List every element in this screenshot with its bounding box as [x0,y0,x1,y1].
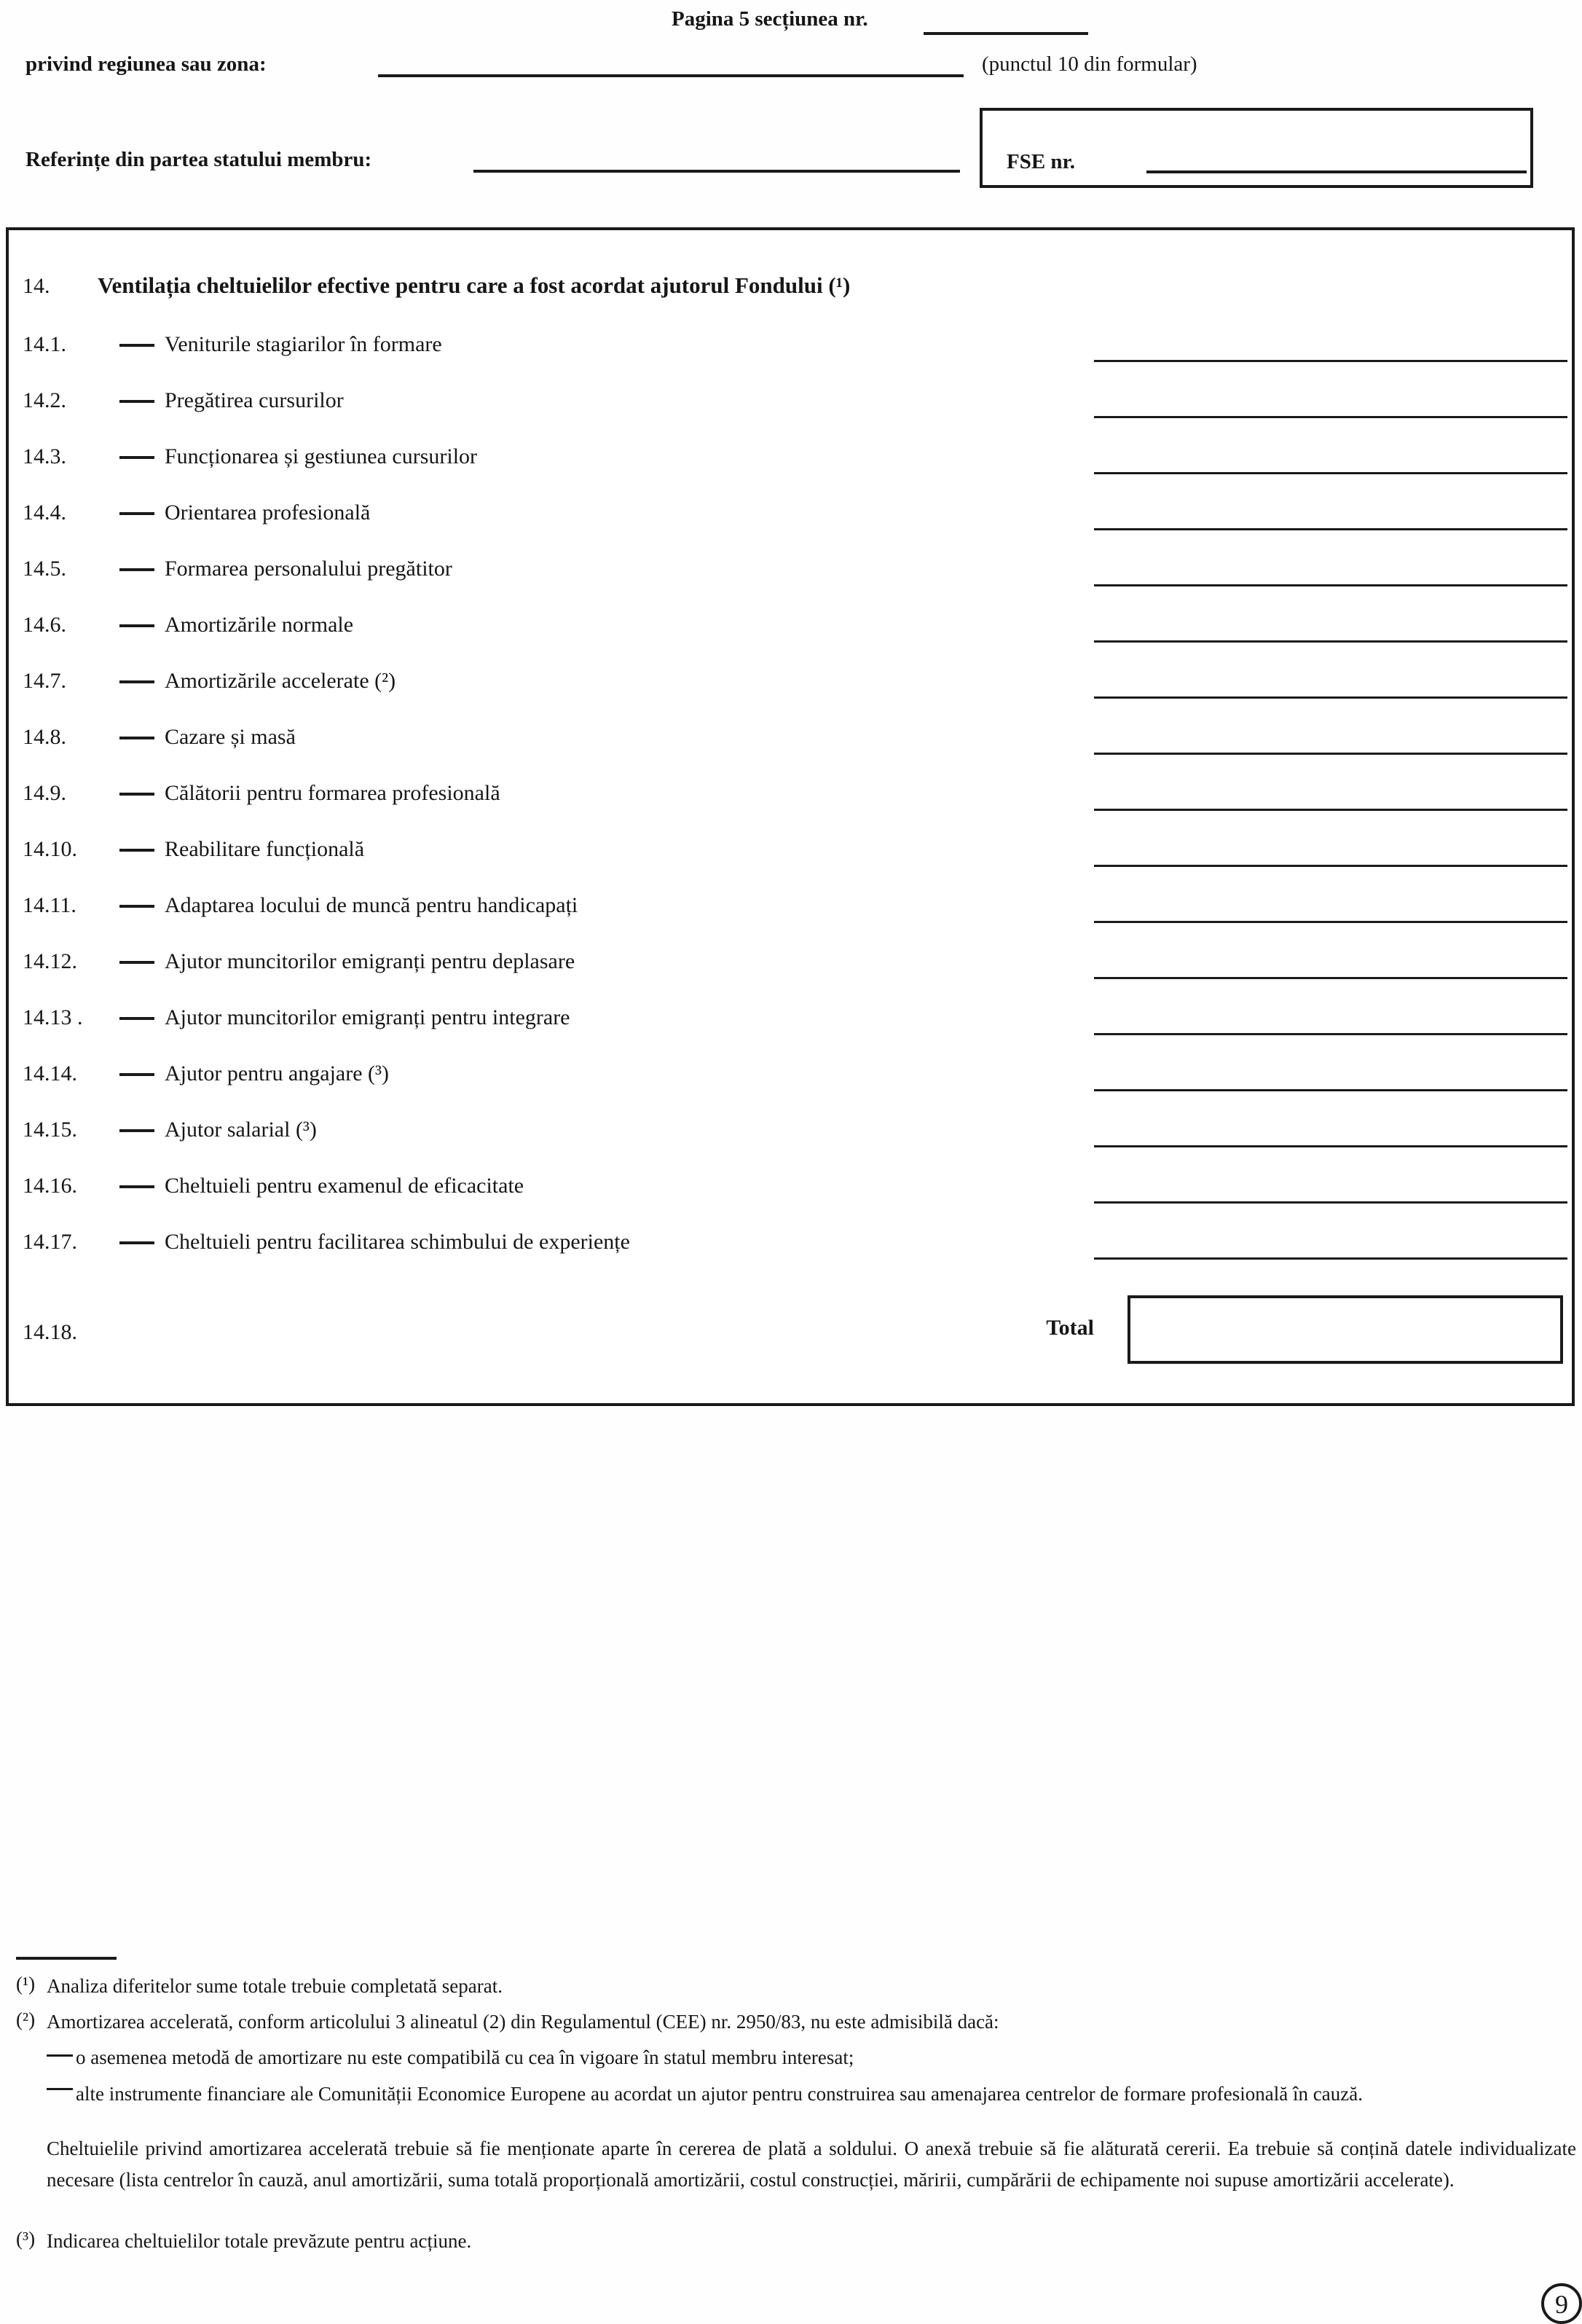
fse-label: FSE nr. [1007,150,1076,173]
item-number: 14.11. [23,893,76,917]
table-row [9,669,1572,702]
dash-icon [47,2054,73,2057]
footnote-paragraph: Cheltuielile privind amortizarea accelerată trebuie să fie menționate aparte în cererea de plată a soldului. O anexă trebuie să fie alăturată cererii. Ea trebuie să conțină datele individualizate necesare (lista centrelor în cauză, anul amortizării, suma totală proporțională amortizării, costul construcției, măririi, cumpărării de echipamente noi supuse amortizării accelerate). [47,2137,1576,2191]
dash-icon [119,737,154,739]
item-label: Ajutor salarial (³) [165,1118,317,1142]
item-label: Cheltuieli pentru examenul de eficacitate [165,1174,524,1198]
dash-icon [119,680,154,683]
item-label: Cazare și masă [165,725,296,749]
item-number: 14.2. [23,388,66,412]
item-label: Cheltuieli pentru facilitarea schimbului de experiențe [165,1230,630,1254]
section-number: 14. [23,274,50,298]
item-number: 14.10. [23,837,77,861]
table-row [9,332,1572,366]
footnote-text: Indicarea cheltuielilor totale prevăzute pentru acțiune. [47,2230,472,2252]
dash-icon [119,905,154,908]
item-number: 14.9. [23,781,66,805]
item-label: Ajutor muncitorilor emigranți pentru integrare [165,1005,570,1029]
table-row [9,557,1572,590]
dash-icon [47,2088,73,2090]
item-number: 14.7. [23,669,66,693]
item-amount-field[interactable] [1094,416,1567,418]
item-number: 14.13 . [23,1005,83,1029]
table-row [9,949,1572,983]
page-number-badge: 9 [1541,2283,1582,2324]
item-amount-field[interactable] [1094,921,1567,923]
region-field[interactable] [378,74,964,77]
dash-icon [119,512,154,515]
item-amount-field[interactable] [1094,753,1567,755]
table-row [9,1174,1572,1207]
table-row [9,781,1572,814]
item-label: Amortizările normale [165,613,354,637]
dash-icon [119,400,154,403]
fse-number-field[interactable] [1146,170,1527,173]
table-row [9,1061,1572,1095]
item-number: 14.5. [23,557,66,581]
table-row [9,613,1572,646]
item-amount-field[interactable] [1094,696,1567,699]
total-label: Total [1046,1316,1094,1340]
dash-icon [119,1017,154,1020]
item-amount-field[interactable] [1094,865,1567,867]
item-number: 14.6. [23,613,66,637]
table-row [9,1005,1572,1039]
dash-icon [119,961,154,964]
item-label: Formarea personalului pregătitor [165,557,452,581]
item-amount-field[interactable] [1094,1089,1567,1091]
section-number-field[interactable] [924,32,1088,35]
item-number: 14.14. [23,1061,77,1086]
member-state-references-field[interactable] [473,170,960,173]
footnote-text: Amortizarea accelerată, conform articolului 3 alineatul (2) din Regulamentul (CEE) nr. 2950/83, nu este admisibilă dacă: [47,2011,999,2033]
item-label: Călătorii pentru formarea profesională [165,781,500,805]
table-row [9,725,1572,758]
item-number: 14.12. [23,949,77,973]
dash-icon [119,1241,154,1244]
item-label: Veniturile stagiarilor în formare [165,332,442,356]
item-label: Reabilitare funcțională [165,837,365,861]
item-amount-field[interactable] [1094,1201,1567,1204]
table-row [9,1230,1572,1263]
footnote-subitem: o asemenea metodă de amortizare nu este compatibilă cu cea în vigoare în statul membru interesat; [76,2046,854,2068]
item-number: 14.15. [23,1118,77,1142]
item-amount-field[interactable] [1094,977,1567,979]
region-hint: (punctul 10 din formular) [982,52,1197,76]
dash-icon [119,456,154,459]
total-amount-box[interactable] [1128,1295,1563,1364]
item-label: Pregătirea cursurilor [165,388,344,412]
item-amount-field[interactable] [1094,360,1567,362]
item-amount-field[interactable] [1094,472,1567,474]
item-amount-field[interactable] [1094,1033,1567,1035]
expenses-breakdown-panel [6,227,1575,1406]
item-label: Orientarea profesională [165,500,371,525]
footnote-marker: (³) [16,2228,36,2250]
item-amount-field[interactable] [1094,640,1567,643]
item-label: Ajutor pentru angajare (³) [165,1061,390,1086]
member-state-references-label: Referințe din partea statului membru: [25,148,372,171]
footnote-subitem: alte instrumente financiare ale Comunității Economice Europene au acordat un ajutor pentru construirea sau amenajarea centrelor de formare profesională în cauză. [76,2083,1363,2105]
page-section-label: Pagina 5 secțiunea nr. [672,7,868,31]
dash-icon [119,624,154,627]
item-number: 14.1. [23,332,66,356]
item-amount-field[interactable] [1094,809,1567,811]
item-label: Funcționarea și gestiunea cursurilor [165,444,478,468]
footnote-separator [16,1957,117,1960]
footnote-marker: (²) [16,2009,36,2030]
item-amount-field[interactable] [1094,528,1567,530]
total-row-number: 14.18. [23,1320,77,1344]
dash-icon [119,1073,154,1076]
dash-icon [119,344,154,347]
item-amount-field[interactable] [1094,1257,1567,1260]
item-number: 14.4. [23,500,66,525]
table-row [9,500,1572,534]
item-label: Adaptarea locului de muncă pentru handicapați [165,893,578,917]
dash-icon [119,1185,154,1188]
dash-icon [119,793,154,796]
item-label: Ajutor muncitorilor emigranți pentru deplasare [165,949,575,973]
item-label: Amortizările accelerate (²) [165,669,396,693]
item-number: 14.8. [23,725,66,749]
item-number: 14.16. [23,1174,77,1198]
dash-icon [119,1129,154,1132]
footnote-text: Analiza diferitelor sume totale trebuie completată separat. [47,1975,503,1997]
table-row [9,388,1572,422]
table-row [9,893,1572,927]
item-number: 14.17. [23,1230,77,1254]
section-title: Ventilația cheltuielilor efective pentru care a fost acordat ajutorul Fondului (¹) [98,272,851,298]
fse-number-box [980,108,1533,188]
table-row [9,1118,1572,1151]
item-amount-field[interactable] [1094,1145,1567,1147]
dash-icon [119,568,154,571]
table-row [9,837,1572,871]
item-amount-field[interactable] [1094,584,1567,586]
dash-icon [119,849,154,852]
item-number: 14.3. [23,444,66,468]
footnote-marker: (¹) [16,1973,36,1995]
region-label: privind regiunea sau zona: [25,52,267,76]
table-row [9,444,1572,478]
